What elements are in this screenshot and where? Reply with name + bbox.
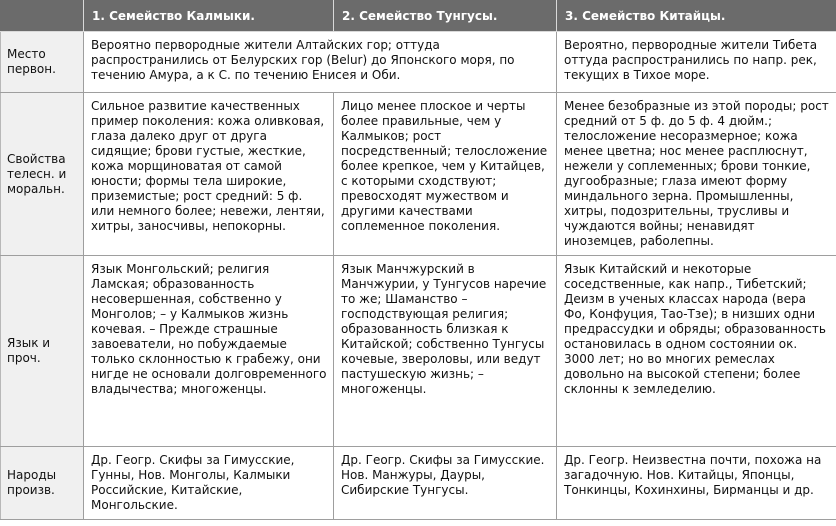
cell-origin-kalmyks-tungus: Вероятно первородные жители Алтайских гор; оттуда распространились от Белурских гор (Belur) до Японского моря, по течению Амура, а к С. по течению Енисея и Оби.: [84, 32, 557, 93]
cell-language-kalmyks: Язык Монгольский; религия Ламская; образованность несовершенная, собственно у Монголов; – у Калмыков жизнь кочевая. – Прежде страшные завоеватели, но побуждаемые только склонностью к грабежу, они нигде не основали долговременного владычества; многоженцы.: [84, 256, 334, 447]
cell-peoples-tungus: Др. Геогр. Скифы за Гимусские. Нов. Манжуры, Дауры, Сибирские Тунгусы.: [334, 447, 557, 520]
header-tungus: 2. Семейство Тунгусы.: [334, 1, 557, 32]
cell-language-chinese: Язык Китайский и некоторые соседственные, как напр., Тибетский; Деизм в ученых классах народа (вера Фо, Конфуция, Тао-Тзе); в низших одни предрассудки и обряды; образованность остановилась в одном состоянии ок. 3000 лет; но во многих ремеслах довольно на высокой степени; более склонны к земледелию.: [557, 256, 836, 447]
cell-properties-tungus: Лицо менее плоское и черты более правильные, чем у Калмыков; рост посредственный; телосложение более крепкое, чем у Китайцев, с которыми сходствуют; превосходят мужеством и другими качествами соплеменное поколения.: [334, 93, 557, 256]
cell-origin-chinese: Вероятно, первородные жители Тибета оттуда распространились по напр. рек, текущих в Тихое море.: [557, 32, 836, 93]
row-label-language: Язык и проч.: [1, 256, 84, 447]
header-corner: [1, 1, 84, 32]
row-label-properties: Свойства телесн. и моральн.: [1, 93, 84, 256]
table-row: [1, 32, 836, 93]
header-chinese: 3. Семейство Китайцы.: [557, 1, 836, 32]
cell-peoples-chinese: Др. Геогр. Неизвестна почти, похожа на загадочную. Нов. Китайцы, Японцы, Тонкинцы, Кохинхины, Бирманцы и др.: [557, 447, 836, 520]
table-row: [1, 93, 836, 256]
row-label-peoples: Народы произв.: [1, 447, 84, 520]
cell-peoples-kalmyks: Др. Геогр. Скифы за Гимусские, Гунны, Нов. Монголы, Калмыки Российские, Китайские, Монгольские.: [84, 447, 334, 520]
header-row: [1, 1, 836, 32]
cell-language-tungus: Язык Манчжурский в Манчжурии, у Тунгусов наречие то же; Шаманство – господствующая религия; образованность близкая к Китайской; собственно Тунгусы кочевые, звероловы, или ведут пастушескую жизнь; – многоженцы.: [334, 256, 557, 447]
table-row: [1, 447, 836, 520]
header-kalmyks: 1. Семейство Калмыки.: [84, 1, 334, 32]
cell-properties-chinese: Менее безобразные из этой породы; рост средний от 5 ф. до 5 ф. 4 дюйм.; телосложение несоразмерное; кожа менее цветна; нос менее расплюснут, нежели у соплеменных; брови тонкие, дугообразные; глаза имеют форму миндального зерна. Промышленны, хитры, подозрительны, трусливы и чуждаются войны; ненавидят иноземцев, раболепны.: [557, 93, 836, 256]
table-row: [1, 256, 836, 447]
row-label-origin: Место первон.: [1, 32, 84, 93]
cell-properties-kalmyks: Сильное развитие качественных пример поколения: кожа оливковая, глаза далеко друг от друга сидящие; брови густые, жесткие, кожа морщиноватая от самой юности; формы тела широкие, приземистые; рост средний: 5 ф. или немного более; невежи, лентяи, хитры, заносчивы, непокорны.: [84, 93, 334, 256]
